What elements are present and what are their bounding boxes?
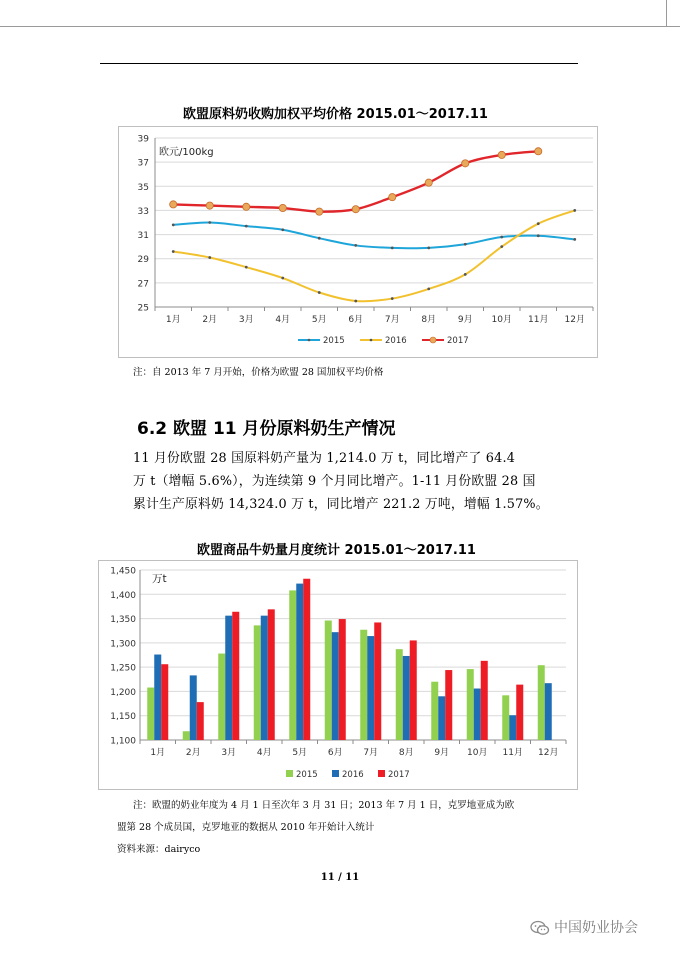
chart1-point-2016 — [537, 222, 540, 225]
chart1-point-2016 — [354, 300, 357, 303]
source-note: 资料来源：dairyco — [117, 844, 201, 855]
chart2-legend-swatch-2017 — [378, 770, 385, 777]
page-number: 11 / 11 — [320, 872, 360, 883]
chart1-ytick: 27 — [137, 279, 149, 290]
chart2-ytick: 1,300 — [110, 639, 136, 650]
chart2-bar-2015 — [289, 590, 296, 740]
chart2-bar-2016 — [296, 584, 303, 740]
chart1-point-2017 — [425, 179, 432, 186]
chart2-legend-label: 2016 — [342, 770, 364, 780]
chart1-point-2015 — [464, 243, 467, 246]
chart2-bar-2015 — [502, 695, 509, 740]
chart2-xtick: 6月 — [327, 748, 343, 758]
chart1-point-2017 — [170, 201, 177, 208]
chart2-bar-2017 — [445, 670, 452, 740]
chart1-point-2016 — [172, 250, 175, 253]
production-paragraph — [133, 447, 578, 516]
chart1-ytick: 33 — [137, 206, 149, 217]
chart1-legend-marker — [370, 339, 373, 342]
chart1-point-2015 — [500, 236, 503, 239]
chart2-xtick: 5月 — [292, 748, 308, 758]
chart1-point-2015 — [318, 237, 321, 240]
chart2-bar-2016 — [225, 616, 232, 740]
chart1-point-2017 — [352, 206, 359, 213]
chart1-legend-label: 2017 — [447, 336, 469, 346]
chart1-note: 注：自 2013 年 7 月开始，价格为欧盟 28 国加权平均价格 — [133, 367, 384, 378]
chart1-point-2017 — [316, 208, 323, 215]
chart2-bar-2016 — [403, 656, 410, 740]
chart2-bar-2015 — [218, 654, 225, 740]
chart1-point-2016 — [208, 256, 211, 259]
chart2-title: 欧盟商品牛奶量月度统计 2015.01～2017.11 — [197, 543, 476, 558]
chart1-ytick: 39 — [137, 134, 149, 145]
chart1-ytick: 37 — [137, 158, 149, 169]
chart1-point-2015 — [354, 244, 357, 247]
chart2-bar-2015 — [360, 630, 367, 740]
chart1-point-2015 — [208, 221, 211, 224]
chart2-bar-2017 — [516, 685, 523, 740]
paragraph-line-3: 累计生产原料奶 14,324.0 万 t，同比增产 221.2 万吨，增幅 1.57%。 — [133, 497, 549, 512]
chart1-xtick: 1月 — [165, 315, 181, 325]
chart2-bar-2015 — [431, 682, 438, 740]
price-line-chart — [118, 126, 598, 358]
chart1-point-2017 — [535, 148, 542, 155]
chart2-unit-label: 万t — [152, 573, 167, 585]
chart1-point-2017 — [389, 194, 396, 201]
chart2-bar-2015 — [538, 665, 545, 740]
chart1-unit-label: 欧元/100kg — [159, 147, 214, 158]
chart1-point-2016 — [573, 209, 576, 212]
chart2-ytick: 1,450 — [110, 566, 136, 577]
chart2-legend-swatch-2016 — [332, 770, 339, 777]
chart2-xtick: 9月 — [434, 748, 450, 758]
chart2-bar-2016 — [190, 675, 197, 740]
section-heading: 6.2 欧盟 11 月份原料奶生产情况 — [137, 419, 396, 439]
chart2-bar-2017 — [161, 664, 168, 740]
chart1-point-2015 — [281, 228, 284, 231]
chart2-bar-2017 — [339, 619, 346, 740]
chart1-xtick: 7月 — [384, 315, 400, 325]
chart2-bar-2017 — [197, 702, 204, 740]
chart1-series-line-2015 — [173, 222, 575, 248]
chart1-xtick: 6月 — [348, 315, 364, 325]
chart2-bar-2017 — [232, 612, 239, 740]
chart2-bar-2016 — [332, 632, 339, 740]
chart2-bar-2017 — [303, 579, 310, 740]
chart1-legend-label: 2015 — [323, 336, 345, 346]
chart1-ytick: 29 — [137, 255, 149, 266]
chart1-xtick: 10月 — [491, 315, 512, 325]
chart1-xtick: 5月 — [311, 315, 327, 325]
chart1-point-2015 — [427, 246, 430, 249]
chart1-xtick: 12月 — [564, 315, 585, 325]
chart2-note-line-2: 盟第 28 个成员国，克罗地亚的数据从 2010 年开始计入统计 — [117, 822, 375, 833]
wechat-icon — [530, 920, 550, 936]
paragraph-line-2: 万 t（增幅 5.6%），为连续第 9 个月同比增产。1-11 月份欧盟 28 国 — [133, 474, 536, 489]
chart1-point-2015 — [391, 246, 394, 249]
right-divider — [666, 0, 667, 27]
chart1-point-2015 — [245, 225, 248, 228]
chart2-bar-2016 — [154, 655, 161, 740]
chart1-xtick: 11月 — [528, 315, 549, 325]
chart1-title: 欧盟原料奶收购加权平均价格 2015.01～2017.11 — [183, 107, 488, 122]
chart2-ytick: 1,200 — [110, 687, 136, 698]
watermark — [530, 917, 638, 937]
chart2-bar-2017 — [481, 661, 488, 740]
chart2-ytick: 1,150 — [110, 712, 136, 723]
chart1-point-2017 — [279, 204, 286, 211]
chart2-bar-2015 — [396, 649, 403, 740]
chart1-ytick: 35 — [137, 182, 149, 193]
chart2-bar-2016 — [509, 715, 516, 740]
milk-volume-bar-chart — [98, 560, 578, 790]
chart1-xtick: 4月 — [275, 315, 291, 325]
chart2-xtick: 2月 — [185, 748, 201, 758]
chart2-bar-2017 — [410, 640, 417, 740]
chart2-bar-2015 — [325, 621, 332, 740]
chart2-ytick: 1,100 — [110, 736, 136, 747]
chart1-legend-marker — [430, 337, 436, 343]
chart1-xtick: 9月 — [457, 315, 473, 325]
chart2-ytick: 1,350 — [110, 615, 136, 626]
chart2-bar-2016 — [367, 636, 374, 740]
chart1-point-2017 — [498, 151, 505, 158]
chart2-bar-2016 — [474, 689, 481, 740]
chart2-ytick: 1,400 — [110, 590, 136, 601]
chart2-ytick: 1,250 — [110, 663, 136, 674]
chart2-bar-2016 — [545, 683, 552, 740]
chart1-point-2015 — [537, 234, 540, 237]
chart1-xtick: 8月 — [421, 315, 437, 325]
chart1-point-2016 — [391, 297, 394, 300]
chart1-point-2016 — [318, 291, 321, 294]
chart2-xtick: 10月 — [467, 748, 488, 758]
chart2-xtick: 11月 — [502, 748, 523, 758]
chart2-bar-2015 — [183, 731, 190, 740]
chart1-xtick: 3月 — [238, 315, 254, 325]
chart1-point-2017 — [462, 160, 469, 167]
chart1-point-2016 — [281, 277, 284, 280]
chart1-point-2017 — [243, 203, 250, 210]
chart2-xtick: 1月 — [150, 748, 166, 758]
chart1-legend-marker — [308, 339, 311, 342]
chart1-point-2016 — [245, 266, 248, 269]
chart2-bar-2016 — [438, 696, 445, 740]
paragraph-line-1: 11 月份欧盟 28 国原料奶产量为 1,214.0 万 t，同比增产了 64.4 — [133, 451, 516, 466]
chart1-point-2015 — [172, 224, 175, 227]
chart2-note-line-1: 注：欧盟的奶业年度为 4 月 1 日至次年 3 月 31 日；2013 年 7 月 1 日，克罗地亚成为欧 — [133, 800, 515, 811]
chart1-xtick: 2月 — [202, 315, 218, 325]
chart2-legend-swatch-2015 — [286, 770, 293, 777]
chart2-bar-2015 — [147, 688, 154, 740]
chart1-point-2015 — [573, 238, 576, 241]
chart1-legend-label: 2016 — [385, 336, 407, 346]
chart2-bar-2017 — [268, 609, 275, 740]
chart1-point-2017 — [206, 202, 213, 209]
chart2-xtick: 3月 — [221, 748, 237, 758]
chart1-ytick: 25 — [137, 303, 149, 314]
chart2-xtick: 12月 — [538, 748, 559, 758]
chart2-legend-label: 2017 — [388, 770, 410, 780]
header-rule — [100, 63, 578, 64]
chart1-series-line-2017 — [173, 151, 538, 211]
chart2-xtick: 8月 — [398, 748, 414, 758]
chart2-xtick: 4月 — [256, 748, 272, 758]
chart2-bar-2016 — [261, 616, 268, 740]
chart2-bar-2017 — [374, 622, 381, 740]
chart1-point-2016 — [500, 245, 503, 248]
chart2-bar-2015 — [467, 669, 474, 740]
chart1-point-2016 — [464, 273, 467, 276]
chart2-bar-2015 — [254, 625, 261, 740]
chart1-ytick: 31 — [137, 231, 149, 242]
chart1-point-2016 — [427, 287, 430, 290]
chart2-xtick: 7月 — [363, 748, 379, 758]
top-divider — [0, 26, 680, 27]
watermark-text: 中国奶业协会 — [554, 920, 638, 936]
chart2-legend-label: 2015 — [296, 770, 318, 780]
